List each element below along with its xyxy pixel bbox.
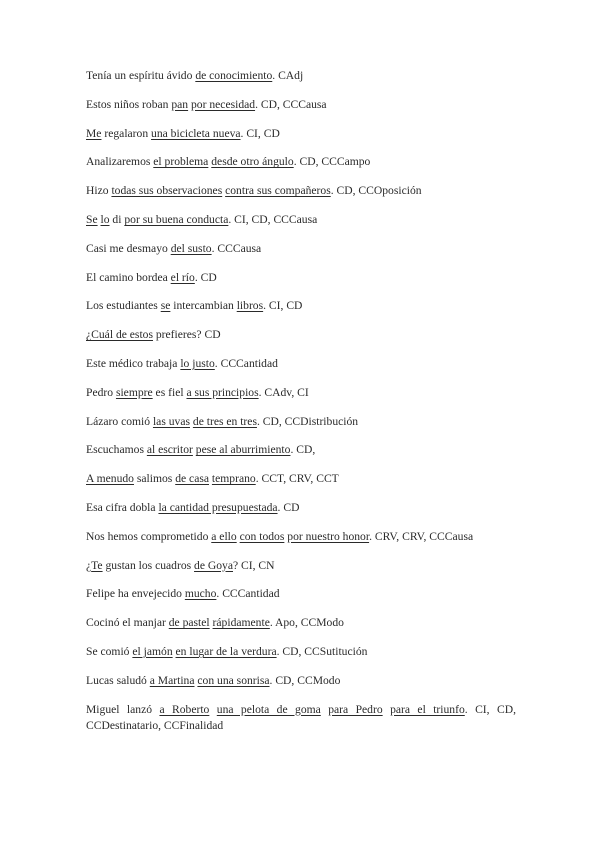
sentence-text: . CD [277,500,300,514]
sentence-text: . CI, CD, CCDestinatario, CCFinalidad [86,702,516,732]
sentence-text: Lázaro comió [86,414,153,428]
underlined-complement: con todos [239,529,285,543]
underlined-complement: de casa [175,472,210,486]
underlined-complement: de pastel [168,616,210,630]
underlined-complement: A menudo [86,472,134,486]
sentence-text: regalaron [101,126,152,140]
sentence-text: Cocinó el manjar [86,616,169,630]
underlined-complement: de tres en tres [192,414,257,428]
sentence-text: . CI, CD [263,299,303,313]
sentence-text: intercambian [170,299,237,313]
sentence-text: . CD, CCCausa [255,97,327,111]
sentence-line [86,298,516,314]
sentence-text: . CAdj [272,69,304,82]
underlined-complement: lo justo [180,356,215,370]
underlined-complement: para el triunfo [390,702,465,716]
sentence-line [86,270,516,286]
underlined-complement: libros [236,299,264,313]
sentence-text: El camino bordea [86,270,171,284]
sentence-text: Tenía un espíritu ávido [86,69,196,82]
underlined-complement: para Pedro [328,702,383,716]
sentence-text: . CCCantidad [216,587,280,601]
sentence-line [86,183,516,199]
sentence-text: . CD, CCModo [269,673,341,687]
underlined-complement: una pelota de goma [216,702,321,716]
sentence-text: Miguel lanzó [86,702,160,716]
sentence-line [86,68,516,84]
underlined-complement: por su buena conducta [124,212,229,226]
underlined-complement: a sus principios [186,385,259,399]
underlined-complement: en lugar de la verdura [175,644,277,658]
sentence-line [86,327,516,343]
sentence-text: gustan los cuadros [102,558,195,572]
underlined-complement: a Roberto [159,702,210,716]
sentence-line [86,126,516,142]
underlined-complement: las uvas [152,414,190,428]
sentence-text: Pedro [86,385,116,399]
sentence-line [86,356,516,372]
underlined-complement: temprano [211,472,256,486]
underlined-complement: al escritor [146,443,193,457]
sentence-text: Lucas saludó [86,673,150,687]
sentence-line [86,154,516,170]
underlined-complement: con una sonrisa [197,673,270,687]
sentence-text: Felipe ha envejecido [86,587,185,601]
underlined-complement: contra sus compañeros [225,184,331,198]
underlined-complement: la cantidad presupuestada [158,500,278,514]
sentence-line [86,471,516,487]
sentence-text: Escuchamos [86,443,147,457]
sentence-text: es fiel [152,385,187,399]
underlined-complement: el jamón [132,644,173,658]
underlined-complement: Me [86,126,102,140]
sentence-line [86,586,516,602]
underlined-complement: por nuestro honor [287,529,370,543]
underlined-complement: lo [100,212,110,226]
sentence-text: salimos [133,472,176,486]
underlined-complement: mucho [184,587,217,601]
underlined-complement: de conocimiento [195,69,273,82]
sentence-line [86,644,516,660]
sentence-line [86,615,516,631]
sentence-line [86,558,516,574]
sentence-text: . CCCantidad [214,356,278,370]
sentence-text: . CD [194,270,217,284]
underlined-complement: siempre [115,385,153,399]
underlined-complement: rápidamente [212,616,270,630]
sentence-text: . CD, [290,443,316,457]
sentence-text: prefieres? CD [152,328,221,342]
sentence-line [86,212,516,228]
sentence-text: . CD, CCOposición [330,184,422,198]
underlined-complement: el río [170,270,195,284]
sentence-line [86,673,516,689]
underlined-complement: una bicicleta nueva [151,126,241,140]
sentence-text: . CI, CD [240,126,280,140]
exercise-list [86,68,516,746]
sentence-text: di [109,212,125,226]
sentence-text: . CCCausa [211,241,262,255]
sentence-line [86,97,516,113]
sentence-text [209,703,216,716]
sentence-text: ? CI, CN [233,558,275,572]
sentence-text: . CAdv, CI [258,385,309,399]
sentence-text: . CD, CCDistribución [256,414,359,428]
sentence-line [86,414,516,430]
sentence-line [86,500,516,516]
sentence-text: . CD, CCSutitución [276,644,368,658]
underlined-complement: Se [86,212,98,226]
underlined-complement: se [160,299,171,313]
underlined-complement: Te [91,558,103,572]
sentence-text: . CCT, CRV, CCT [255,472,339,486]
underlined-complement: del susto [170,241,212,255]
sentence-text: Nos hemos comprometido [86,529,212,543]
sentence-text: Hizo [86,184,112,198]
underlined-complement: el problema [153,155,209,169]
underlined-complement: ¿Cuál de estos [86,328,153,342]
sentence-line [86,442,516,458]
sentence-text: Analizaremos [86,155,154,169]
sentence-line [86,702,516,734]
sentence-text: . CI, CD, CCCausa [228,212,318,226]
underlined-complement: desde otro ángulo [211,155,294,169]
sentence-line [86,529,516,545]
sentence-text: . CRV, CRV, CCCausa [369,529,474,543]
sentence-line [86,385,516,401]
underlined-complement: a Martina [149,673,195,687]
sentence-line [86,241,516,257]
sentence-text: Los estudiantes [86,299,161,313]
underlined-complement: de Goya [194,558,233,572]
underlined-complement: por necesidad [191,97,256,111]
underlined-complement: pan [171,97,189,111]
sentence-text: Estos niños roban [86,97,172,111]
sentence-text: ¿ [86,558,92,572]
underlined-complement: todas sus observaciones [111,184,223,198]
sentence-text: Este médico trabaja [86,356,181,370]
underlined-complement: pese al aburrimiento [195,443,291,457]
underlined-complement: a ello [211,529,237,543]
sentence-text: Se comió [86,644,133,658]
sentence-text [383,703,390,716]
sentence-text: . CD, CCCampo [293,155,371,169]
sentence-text: Casi me desmayo [86,241,171,255]
sentence-text: . Apo, CCModo [269,616,344,630]
sentence-text: Esa cifra dobla [86,500,159,514]
